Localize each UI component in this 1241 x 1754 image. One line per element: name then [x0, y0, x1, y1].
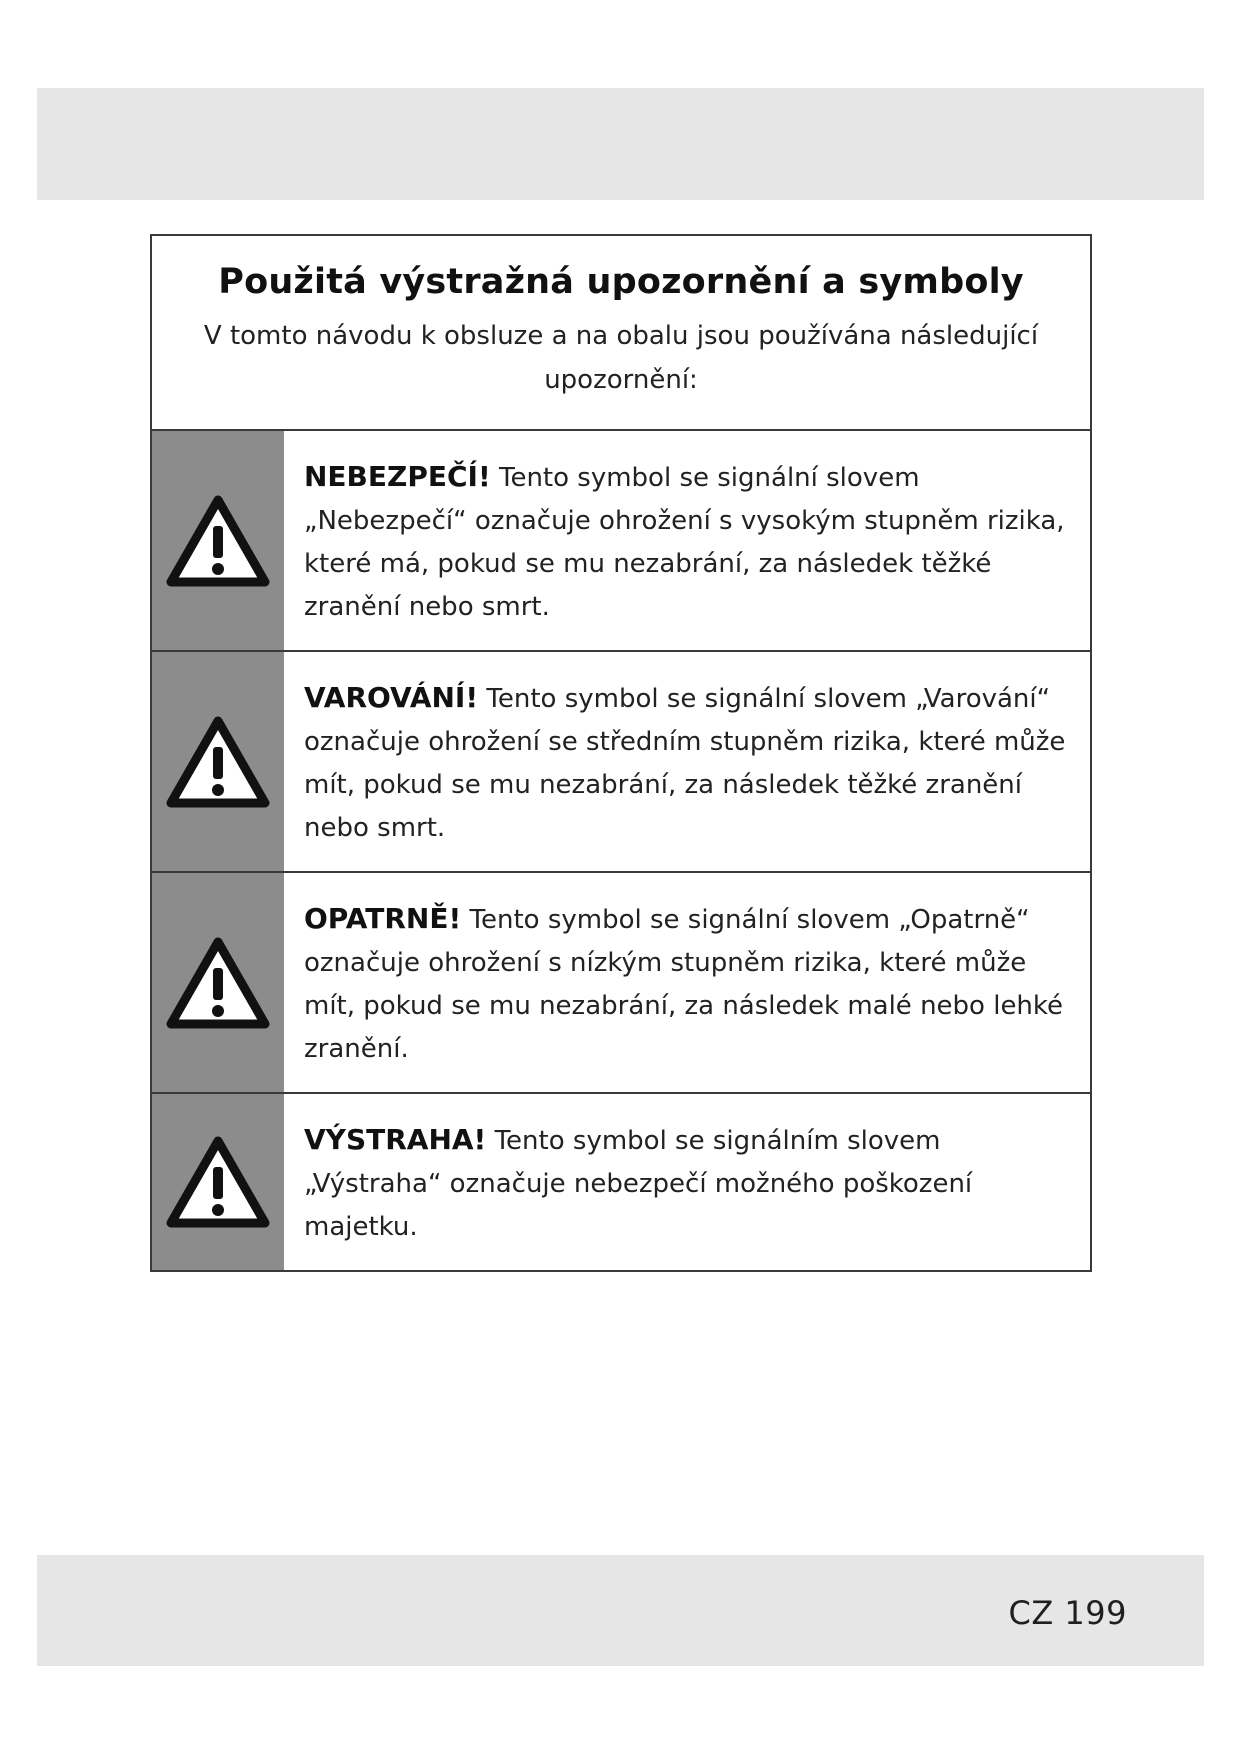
warning-text [304, 676, 1074, 850]
warning-triangle-icon [166, 936, 270, 1030]
signal-word: NEBEZPEČÍ! [304, 460, 491, 493]
warning-row-caution [152, 873, 1090, 1094]
table-header [152, 236, 1090, 431]
warning-description: Tento symbol se signální slovem „Opatrně“ označuje ohrožení s nízkým stupněm rizika, které může mít, pokud se mu nezabrání, za následek malé nebo lehké zranění. [304, 905, 1064, 1064]
warning-description: Tento symbol se signální slovem „Nebezpečí“ označuje ohrožení s vysokým stupněm rizika, které má, pokud se mu nezabrání, za následek těžké zranění nebo smrt. [304, 463, 1065, 622]
warnings-table [150, 234, 1092, 1272]
warning-triangle-icon [166, 715, 270, 809]
warning-row-warning [152, 652, 1090, 873]
signal-word: OPATRNĚ! [304, 902, 462, 935]
icon-cell [152, 652, 284, 871]
warning-triangle-icon [166, 1135, 270, 1229]
warning-description: Tento symbol se signální slovem „Varování“ označuje ohrožení se středním stupněm rizika, které může mít, pokud se mu nezabrání, za následek těžké zranění nebo smrt. [304, 684, 1066, 843]
warning-row-danger [152, 431, 1090, 652]
warning-text [304, 455, 1074, 629]
page-title: Použitá výstražná upozornění a symboly [218, 262, 1024, 302]
header-band [37, 88, 1204, 200]
warning-text [304, 897, 1074, 1071]
warning-description: Tento symbol se signálním slovem „Výstraha“ označuje nebezpečí možného poškození majetku. [304, 1126, 973, 1242]
warning-row-notice [152, 1094, 1090, 1270]
icon-cell [152, 431, 284, 650]
intro-text: V tomto návodu k obsluze a na obalu jsou používána následující upozornění: [203, 321, 1039, 395]
signal-word: VÝSTRAHA! [304, 1123, 487, 1156]
warning-triangle-icon [166, 494, 270, 588]
signal-word: VAROVÁNÍ! [304, 681, 479, 714]
icon-cell [152, 1094, 284, 1270]
warning-text [304, 1118, 1074, 1249]
icon-cell [152, 873, 284, 1092]
page-number: CZ 199 [1008, 1594, 1127, 1632]
